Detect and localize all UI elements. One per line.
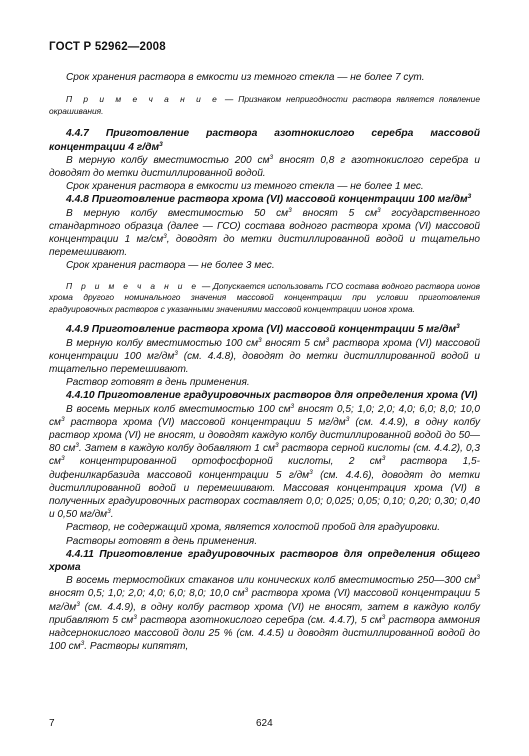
note (49, 281, 480, 316)
section-heading: 4.4.9 Приготовление раствора хрома (VI) массовой концентрации 5 $мг/дм^3$ (66, 323, 460, 336)
sheet-number: 624 (256, 718, 273, 729)
paragraph: Раствор, не содержащий хрома, является холостой пробой для градуировки. (66, 522, 441, 534)
document-header: ГОСТ Р 52962—2008 (49, 41, 166, 53)
paragraph: В мерную колбу вместимостью 200 $см^3$ вносят 0,8 г азотнокислого серебра и доводят до метки дистиллированной водой. (49, 153, 480, 179)
document-body (49, 71, 480, 653)
paragraph: В мерную колбу вместимостью 50 $см^3$ вносят 5 $см^3$ государственного стандартного образца (далее — ГСО) состава водного раствора хрома (VI) массовой концентрации 1 $мг/см^3$, доводят до метки дистиллированной водой и тщательно перемешивают. (49, 206, 481, 259)
note-text: — Допускается использовать ГСО состава водного раствора ионов хрома другого номинального значения массовой концентрации при условии приготовления градуировочных растворов с указанными значениями массовой концентрации ионов хрома. (49, 280, 480, 314)
page-number: 7 (49, 718, 55, 729)
paragraph: Срок хранения раствора — не более 3 мес. (66, 260, 275, 272)
note-label: П р и м е ч а н и е (66, 280, 200, 291)
section-heading: 4.4.8 Приготовление раствора хрома (VI) массовой концентрации 100 $мг/дм^3$ (66, 193, 472, 206)
section-heading: 4.4.7 Приготовление раствора азотнокислого серебра массовой концентрации 4 $г/дм^3$ (49, 128, 480, 153)
section-heading: 4.4.10 Приготовление градуировочных растворов для определения хрома (VI) (66, 390, 478, 402)
paragraph: Раствор готовят в день применения. (66, 377, 250, 389)
note-text: — Признаком непригодности раствора является появление окрашивания. (49, 94, 480, 116)
section-heading: 4.4.11 Приготовление градуировочных растворов для определения общего хрома (49, 548, 480, 574)
paragraph: В мерную колбу вместимостью 100 $см^3$ вносят 5 $см^3$ раствора хрома (VI) массовой концентрации 100 $мг/дм^3$ (см. 4.4.8), доводят до метки дистиллированной водой и тщательно перемешивают. (49, 336, 480, 376)
paragraph: В восемь мерных колб вместимостью 100 $см^3$ вносят 0,5; 1,0; 2,0; 4,0; 6,0; 8,0; 10,0 $см^3$ раствора хрома (VI) массовой концентрации 5 $мг/дм^3$ (см. 4.4.9), в одну колбу раствор хрома (VI) не вносят, и доводят каждую колбу дистиллированной водой до 50—80 $см^3$. Затем в каждую колбу добавляют 1 $см^3$ раствора серной кислоты (см. 4.4.2), 0,3 $см^3$ концентрированной ортофосфорной кислоты, 2 $см^3$ раствора 1,5-дифенилкарбазида массовой концентрации 5 $г/дм^3$ (см. 4.4.6), доводят до метки дистиллированной водой и перемешивают. Массовая концентрация хрома (VI) в полученных градуировочных растворах составляет 0,0; 0,025; 0,05; 0,10; 0,20; 0,30; 0,40 и 0,50 $мг/дм^3$. (49, 402, 481, 521)
note (49, 94, 480, 117)
note-label: П р и м е ч а н и е (66, 94, 220, 105)
paragraph: Срок хранения раствора в емкости из темного стекла — не более 7 сут. (66, 72, 425, 83)
paragraph: Срок хранения раствора в емкости из темного стекла — не более 1 мес. (66, 181, 424, 193)
paragraph: В восемь термостойких стаканов или конических колб вместимостью 250—300 $см^3$ вносят 0,5; 1,0; 2,0; 4,0; 6,0; 8,0; 10,0 $см^3$ раствора хрома (VI) массовой концентрации 5 $мг/дм^3$ (см. 4.4.9), в одну колбу раствор хрома (VI) не вносят, затем в каждую колбу прибавляют 5 $см^3$ раствора азотнокислого серебра (см. 4.4.7), 5 $см^3$ раствора аммония надсернокислого массовой доли 25 % (см. 4.4.5) и доводят дистиллированной водой до 100 $см^3$. Растворы кипятят, (49, 574, 481, 653)
paragraph: Растворы готовят в день применения. (66, 535, 258, 547)
